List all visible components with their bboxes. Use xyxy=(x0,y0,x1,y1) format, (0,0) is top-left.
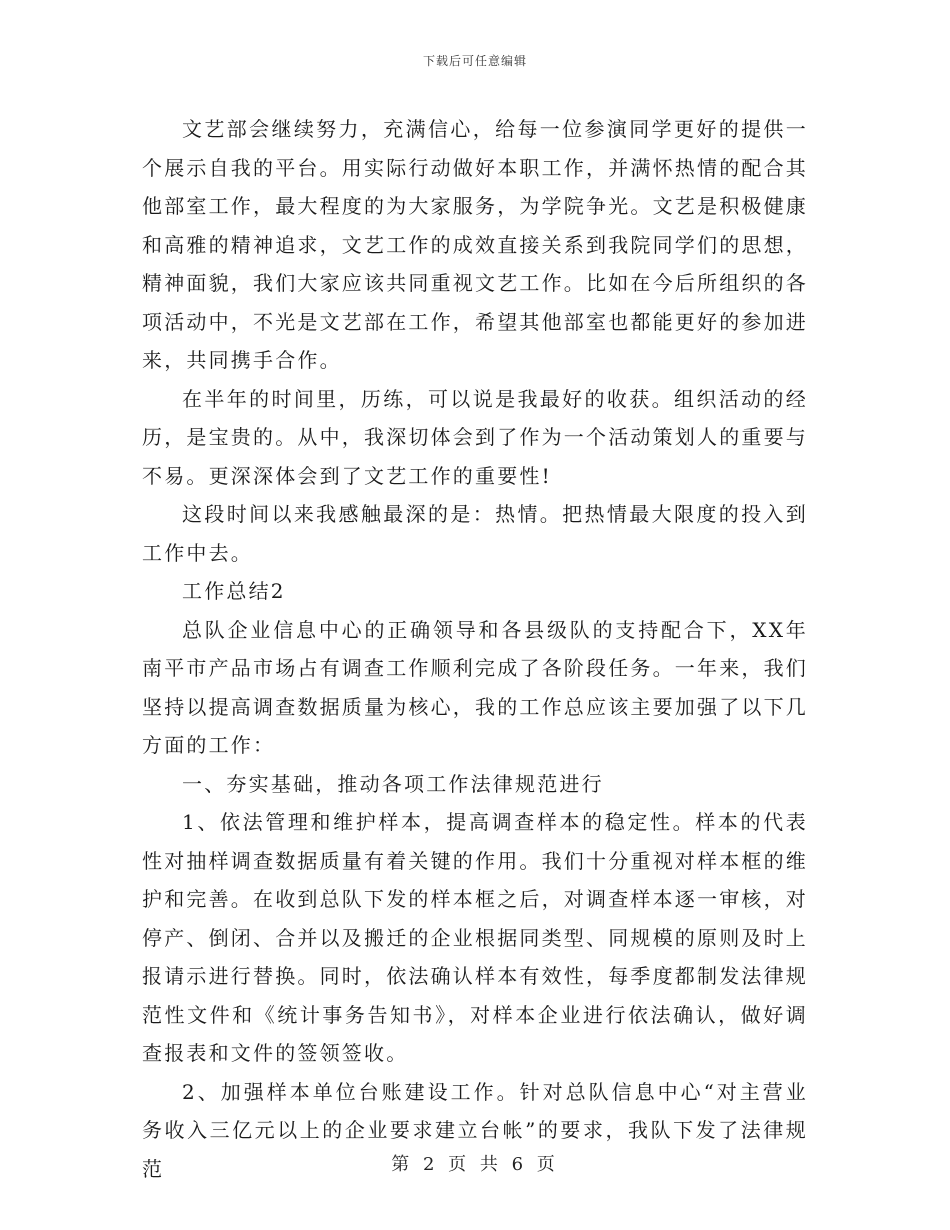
document-body xyxy=(142,110,808,1188)
page-header: 下载后可任意编辑 xyxy=(422,54,527,68)
section-heading-summary-2: 工作总结2 xyxy=(182,579,286,603)
section-heading-1: 一、夯实基础，推动各项工作法律规范进行 xyxy=(182,771,604,796)
paragraph-3: 这段时间以来我感触最深的是：热情。把热情最大限度的投入到工作中去。 xyxy=(142,502,808,565)
paragraph-2: 在半年的时间里，历练，可以说是我最好的收获。组织活动的经历，是宝贵的。从中，我深切体会到了作为一个活动策划人的重要与不易。更深深体会到了文艺工作的重要性! xyxy=(142,386,808,488)
page-number: 第 2 页 共 6 页 xyxy=(391,1154,559,1175)
paragraph-7: 1、依法管理和维护样本，提高调查样本的稳定性。样本的代表性对抽样调查数据质量有着关键的作用。我们十分重视对样本框的维护和完善。在收到总队下发的样本框之后，对调查样本逐一审核，对停产、倒闭、合并以及搬迁的企业根据同类型、同规模的原则及时上报请示进行替换。同时，依法确认样本有效性，每季度都制发法律规范性文件和《统计事务告知书》，对样本企业进行依法确认，做好调查报表和文件的签领签收。 xyxy=(142,810,808,1065)
paragraph-5: 总队企业信息中心的正确领导和各县级队的支持配合下，XX年南平市产品市场占有调查工作顺利完成了各阶段任务。一年来，我们坚持以提高调查数据质量为核心，我的工作总应该主要加强了以下几方面的工作： xyxy=(142,617,808,757)
paragraph-1: 文艺部会继续努力，充满信心，给每一位参演同学更好的提供一个展示自我的平台。用实际行动做好本职工作，并满怀热情的配合其他部室工作，最大程度的为大家服务，为学院争光。文艺是积极健康和高雅的精神追求，文艺工作的成效直接关系到我院同学们的思想，精神面貌，我们大家应该共同重视文艺工作。比如在今后所组织的各项活动中，不光是文艺部在工作，希望其他部室也都能更好的参加进来，共同携手合作。 xyxy=(142,117,808,372)
paragraph-8: 2、加强样本单位台账建设工作。针对总队信息中心“对主营业务收入三亿元以上的企业要求建立台帐”的要求，我队下发了法律规范 xyxy=(142,1079,808,1181)
